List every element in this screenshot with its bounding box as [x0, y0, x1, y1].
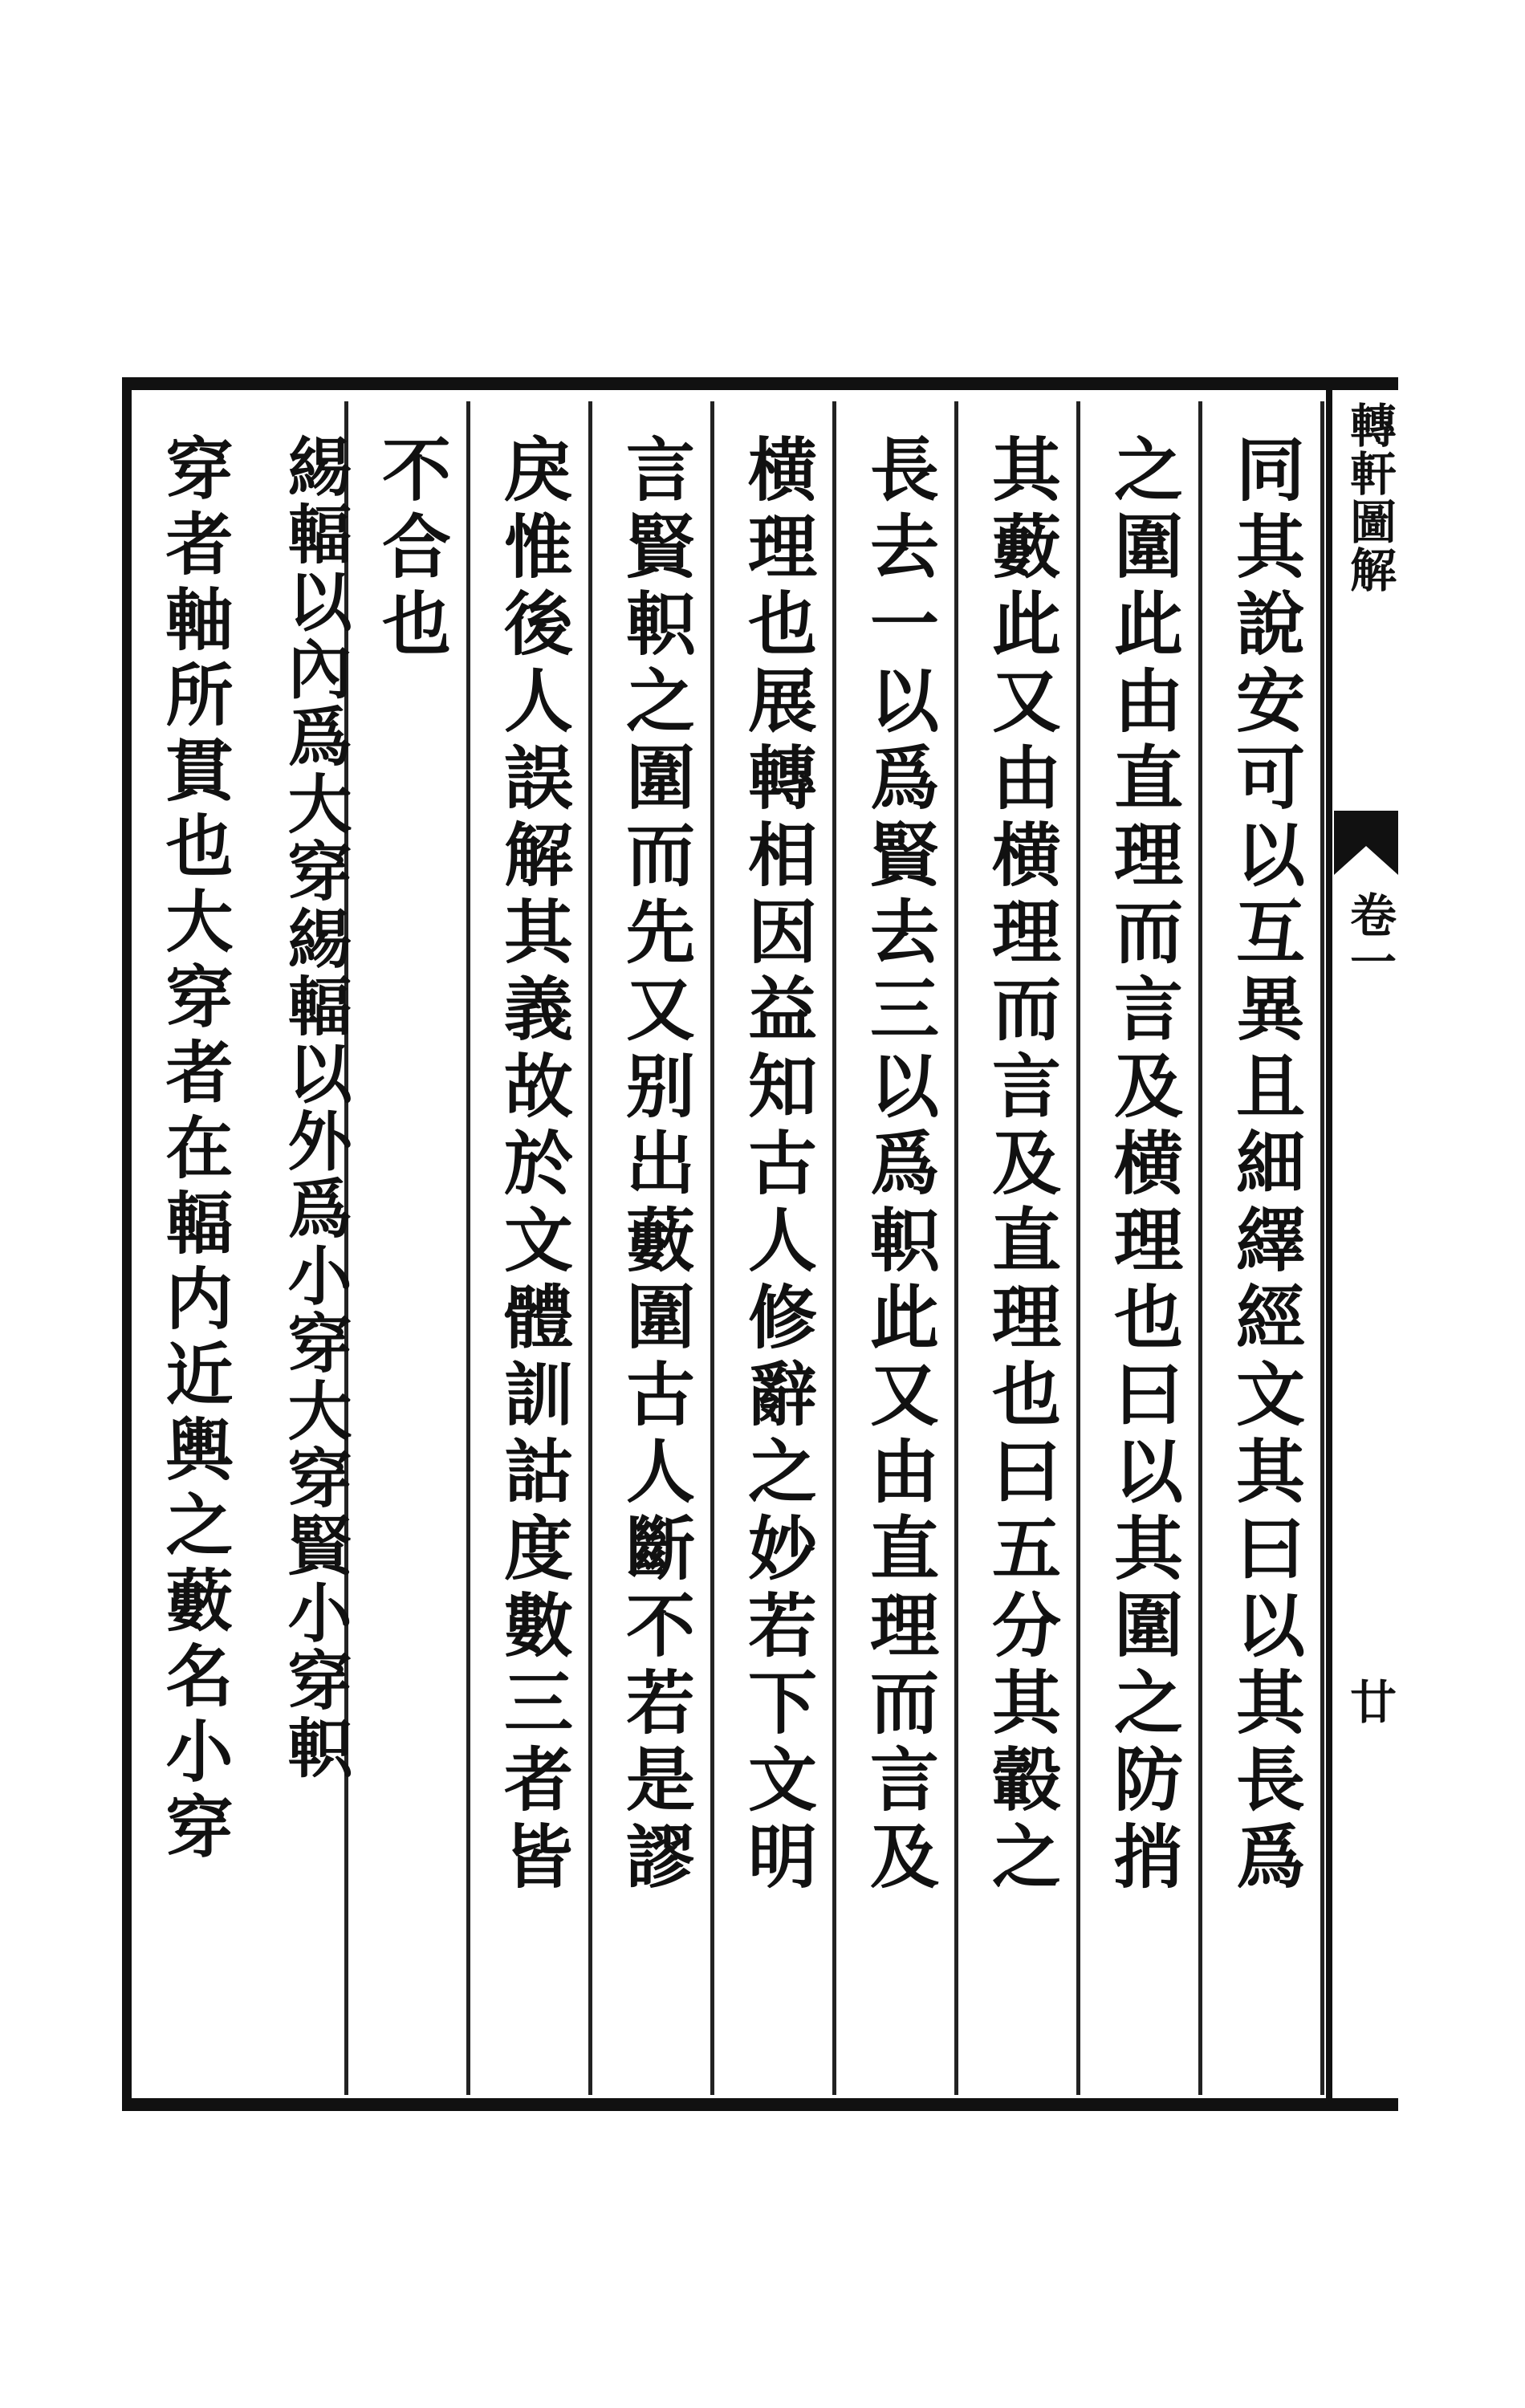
- column-text: 穿者軸所貫也大穿者在輻内近輿之藪名小穿: [155, 433, 234, 1867]
- column-rule: [1076, 401, 1080, 2095]
- column-text: 戾惟後人誤解其義故於文體訓詁度數三者皆: [492, 433, 573, 1898]
- column-rule: [954, 401, 958, 2095]
- margin-divider: [1326, 377, 1332, 2111]
- text-column-4: [836, 401, 958, 2095]
- column-text: 緆輻以內爲大穿緆輻以外爲小穿大穿賢小穿軹: [277, 433, 352, 1782]
- text-column-3: [958, 401, 1080, 2095]
- column-rule: [832, 401, 836, 2095]
- text-column-7: [470, 401, 592, 2095]
- column-rule: [1320, 401, 1324, 2095]
- text-column-1: [1202, 401, 1324, 2095]
- column-text: 長去一以爲賢去三以爲軹此又由直理而言及: [858, 433, 939, 1898]
- column-text: 言賢軹之圍而先又别出藪圍古人斷不若是謬: [614, 433, 695, 1898]
- text-column-8: [348, 401, 470, 2095]
- text-column-2: [1080, 401, 1202, 2095]
- center-margin-strip: [1326, 377, 1398, 2111]
- text-column-10: [132, 401, 250, 2095]
- column-text: 其藪此又由横理而言及直理也曰五分其轂之: [980, 433, 1061, 1898]
- volume-label: 卷一: [1342, 891, 1397, 984]
- column-text: 之圍此由直理而言及横理也曰以其圍之防捎: [1102, 433, 1183, 1898]
- folio-number: 廿: [1342, 1678, 1397, 1724]
- column-rule: [466, 401, 470, 2095]
- text-column-5: [714, 401, 836, 2095]
- text-column-9: [250, 401, 352, 2095]
- book-title: 轉軒圖解: [1342, 401, 1397, 594]
- column-rule: [1198, 401, 1202, 2095]
- column-rule: [588, 401, 592, 2095]
- column-text: 不合也: [370, 433, 451, 665]
- text-column-6: [592, 401, 714, 2095]
- column-text: 横理也展轉相因益知古人修辭之妙若下文明: [736, 433, 817, 1898]
- column-text: 同其說安可以互異且細繹經文其曰以其長爲: [1224, 433, 1305, 1898]
- column-rule: [710, 401, 714, 2095]
- fishtail-mark-icon: [1334, 811, 1398, 875]
